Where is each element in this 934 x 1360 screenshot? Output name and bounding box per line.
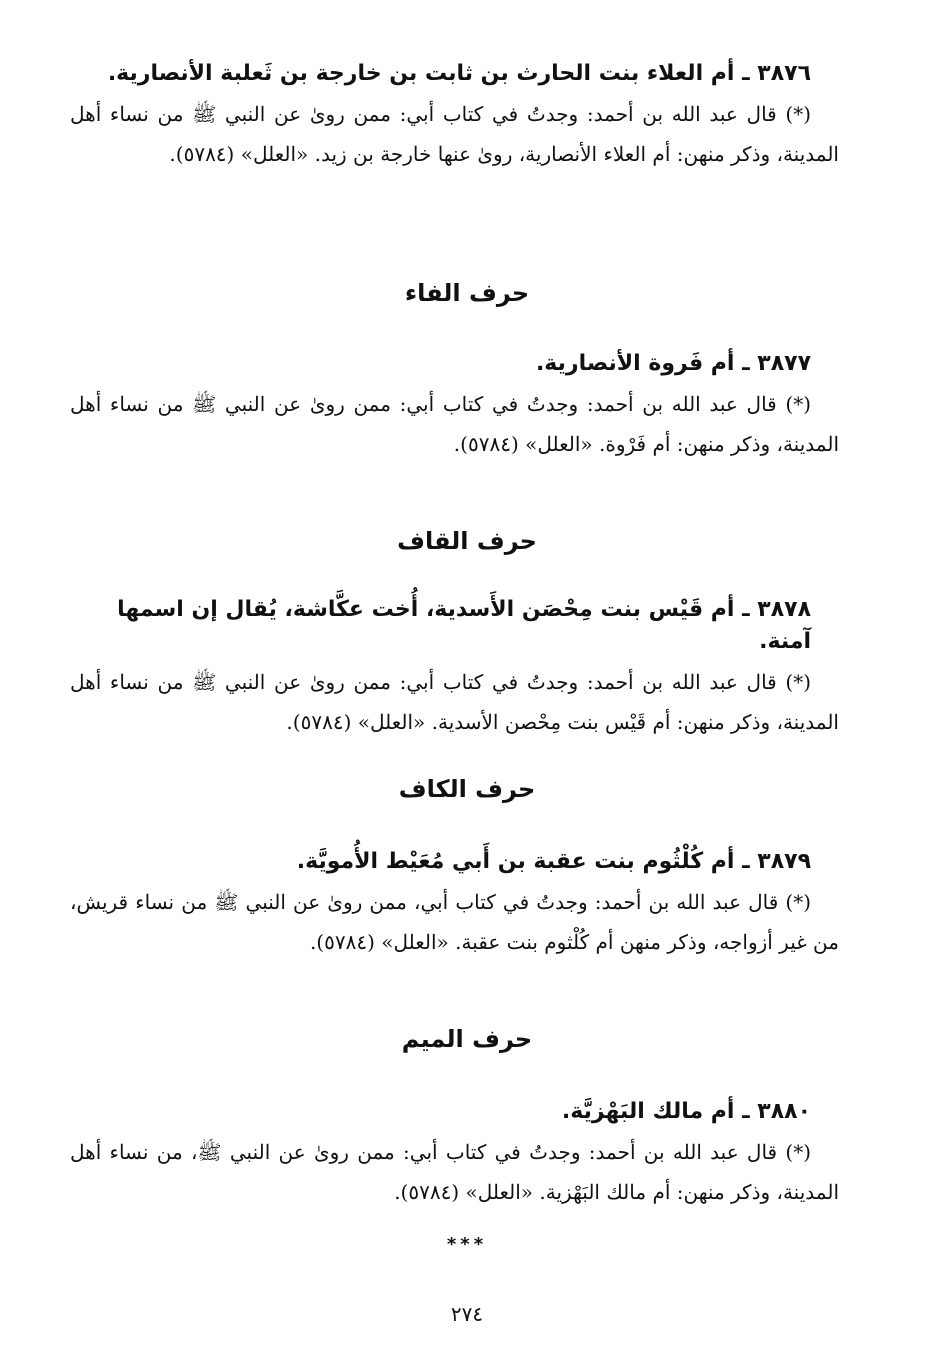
entry-title: ٣٨٨٠ ـ أم مالك البَهْزيَّة. <box>561 1099 811 1124</box>
section-heading-mim: حرف الميم <box>401 1025 533 1053</box>
entry-body: (*) قال عبد الله بن أحمد: وجدتُ في كتاب أبي: ممن روىٰ عن النبي ﷺ من نساء أهل المدينة، وذكر منهن: أم قَيْس بنت مِحْصن الأسدية. «العلل» (٥٧٨٤). <box>70 670 839 734</box>
entry-body: (*) قال عبد الله بن أحمد: وجدتُ في كتاب أبي: ممن روىٰ عن النبي ﷺ من نساء أهل المدينة، وذكر منهن: أم العلاء الأنصارية، روىٰ عنها خارجة بن زيد. «العلل» (٥٧٨٤). <box>70 102 839 166</box>
section-separator: *** <box>446 1234 488 1255</box>
entry-title: ٣٨٧٨ ـ أم قَيْس بنت مِحْصَن الأَسدية، أُخت عكَّاشة، يُقال إن اسمها آمنة. <box>117 597 811 654</box>
section-heading-fa: حرف الفاء <box>404 279 530 307</box>
entry-title: ٣٨٧٩ ـ أم كُلْثُوم بنت عقبة بن أَبي مُعَيْط الأُمويَّة. <box>296 849 811 874</box>
entry-body: (*) قال عبد الله بن أحمد: وجدتُ في كتاب أبي: ممن روىٰ عن النبي ﷺ، من نساء أهل المدينة، وذكر منهن: أم مالك البَهْزية. «العلل» (٥٧٨٤). <box>70 1140 839 1204</box>
entry-3877 <box>70 348 839 464</box>
entry-title: ٣٨٧٦ ـ أم العلاء بنت الحارث بن ثابت بن خارجة بن ثَعلبة الأنصارية. <box>107 61 811 86</box>
entry-3878 <box>70 594 839 742</box>
page-number: ٢٧٤ <box>450 1302 484 1326</box>
entry-body: (*) قال عبد الله بن أحمد: وجدتُ في كتاب أبي، ممن روىٰ عن النبي ﷺ من نساء قريش، من غير أزواجه، وذكر منهن أم كُلْثوم بنت عقبة. «العلل» (٥٧٨٤). <box>70 890 839 954</box>
section-heading-qaf: حرف القاف <box>397 527 537 555</box>
entry-title: ٣٨٧٧ ـ أم فَروة الأنصارية. <box>535 351 811 376</box>
section-heading-kaf: حرف الكاف <box>398 775 536 803</box>
entry-3880 <box>70 1096 839 1212</box>
entry-3876 <box>70 58 839 174</box>
entry-body: (*) قال عبد الله بن أحمد: وجدتُ في كتاب أبي: ممن روىٰ عن النبي ﷺ من نساء أهل المدينة، وذكر منهن: أم فَرْوة. «العلل» (٥٧٨٤). <box>70 392 839 456</box>
entry-3879 <box>70 846 839 962</box>
